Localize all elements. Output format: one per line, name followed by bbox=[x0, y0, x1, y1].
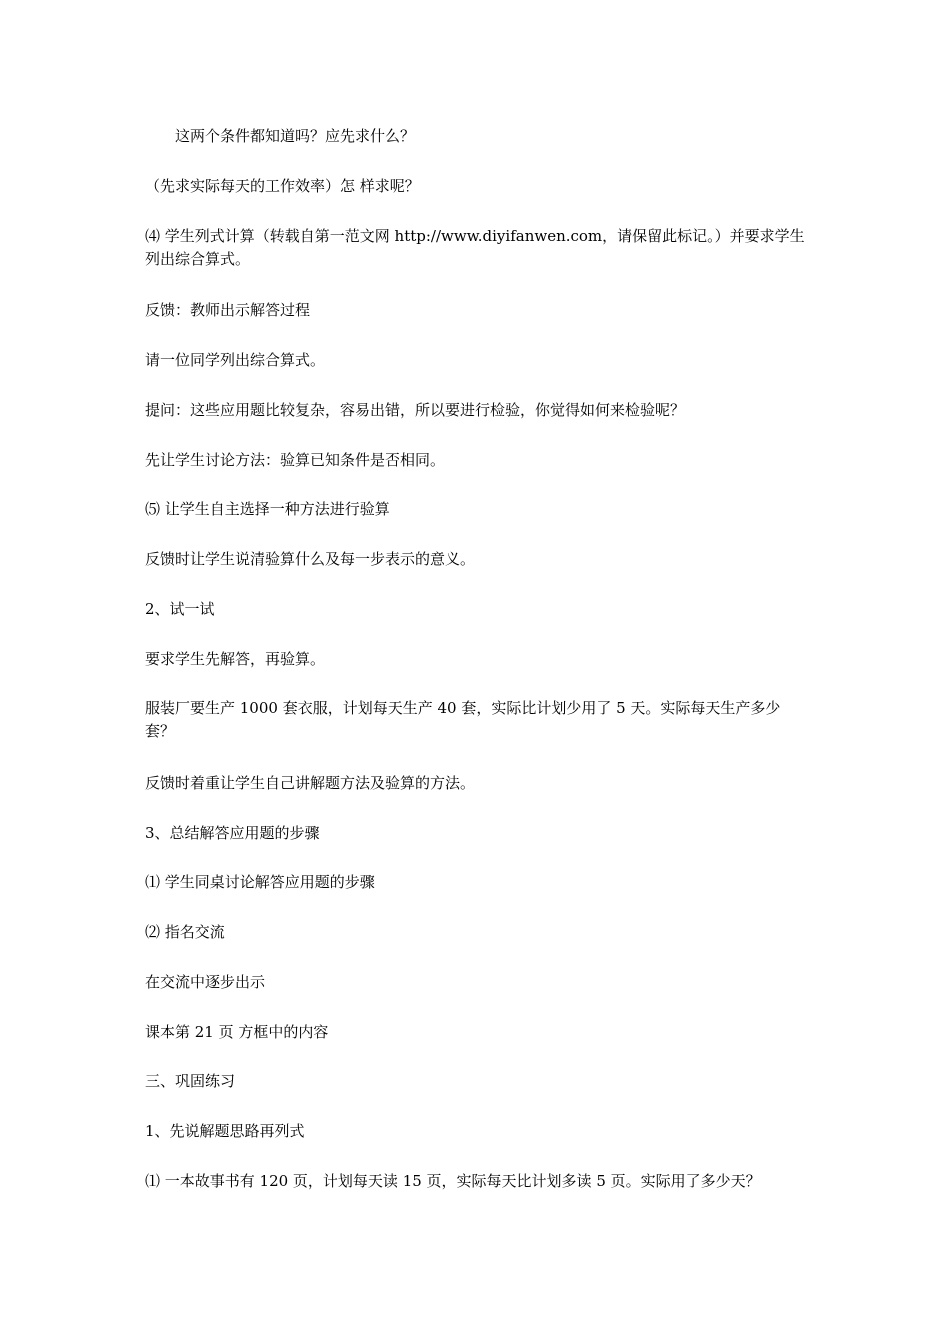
paragraph-1: 这两个条件都知道吗？应先求什么？ bbox=[145, 127, 416, 145]
paragraph-11: 要求学生先解答，再验算。 bbox=[145, 650, 326, 668]
paragraph-7: 先让学生讨论方法：验算已知条件是否相同。 bbox=[145, 451, 446, 469]
paragraph-9: 反馈时让学生说清验算什么及每一步表示的意义。 bbox=[145, 550, 476, 568]
paragraph-10: 2、试一试 bbox=[145, 600, 215, 618]
paragraph-6: 提问：这些应用题比较复杂，容易出错，所以要进行检验，你觉得如何来检验呢？ bbox=[145, 401, 686, 419]
paragraph-8: ⑸ 让学生自主选择一种方法进行验算 bbox=[145, 500, 390, 518]
paragraph-3: ⑷ 学生列式计算（转载自第一范文网 http://www.diyifanwen.com，请保留此标记。）并要求学生列出综合算式。 bbox=[145, 227, 805, 268]
paragraph-13: 反馈时着重让学生自己讲解题方法及验算的方法。 bbox=[145, 774, 476, 792]
paragraph-15: ⑴ 学生同桌讨论解答应用题的步骤 bbox=[145, 873, 375, 891]
paragraph-21: ⑴ 一本故事书有 120 页，计划每天读 15 页，实际每天比计划多读 5 页。实际用了多少天？ bbox=[145, 1172, 761, 1190]
paragraph-17: 在交流中逐步出示 bbox=[145, 973, 266, 991]
paragraph-2: （先求实际每天的工作效率）怎 样求呢？ bbox=[145, 177, 420, 195]
paragraph-16: ⑵ 指名交流 bbox=[145, 923, 225, 941]
paragraph-5: 请一位同学列出综合算式。 bbox=[145, 351, 326, 369]
paragraph-18: 课本第 21 页 方框中的内容 bbox=[145, 1023, 329, 1041]
paragraph-14: 3、总结解答应用题的步骤 bbox=[145, 824, 320, 842]
paragraph-20: 1、先说解题思路再列式 bbox=[145, 1122, 305, 1140]
paragraph-4: 反馈：教师出示解答过程 bbox=[145, 301, 311, 319]
paragraph-12: 服装厂要生产 1000 套衣服，计划每天生产 40 套，实际比计划少用了 5 天。实际每天生产多少套？ bbox=[145, 699, 781, 740]
paragraph-19: 三、巩固练习 bbox=[145, 1072, 236, 1090]
